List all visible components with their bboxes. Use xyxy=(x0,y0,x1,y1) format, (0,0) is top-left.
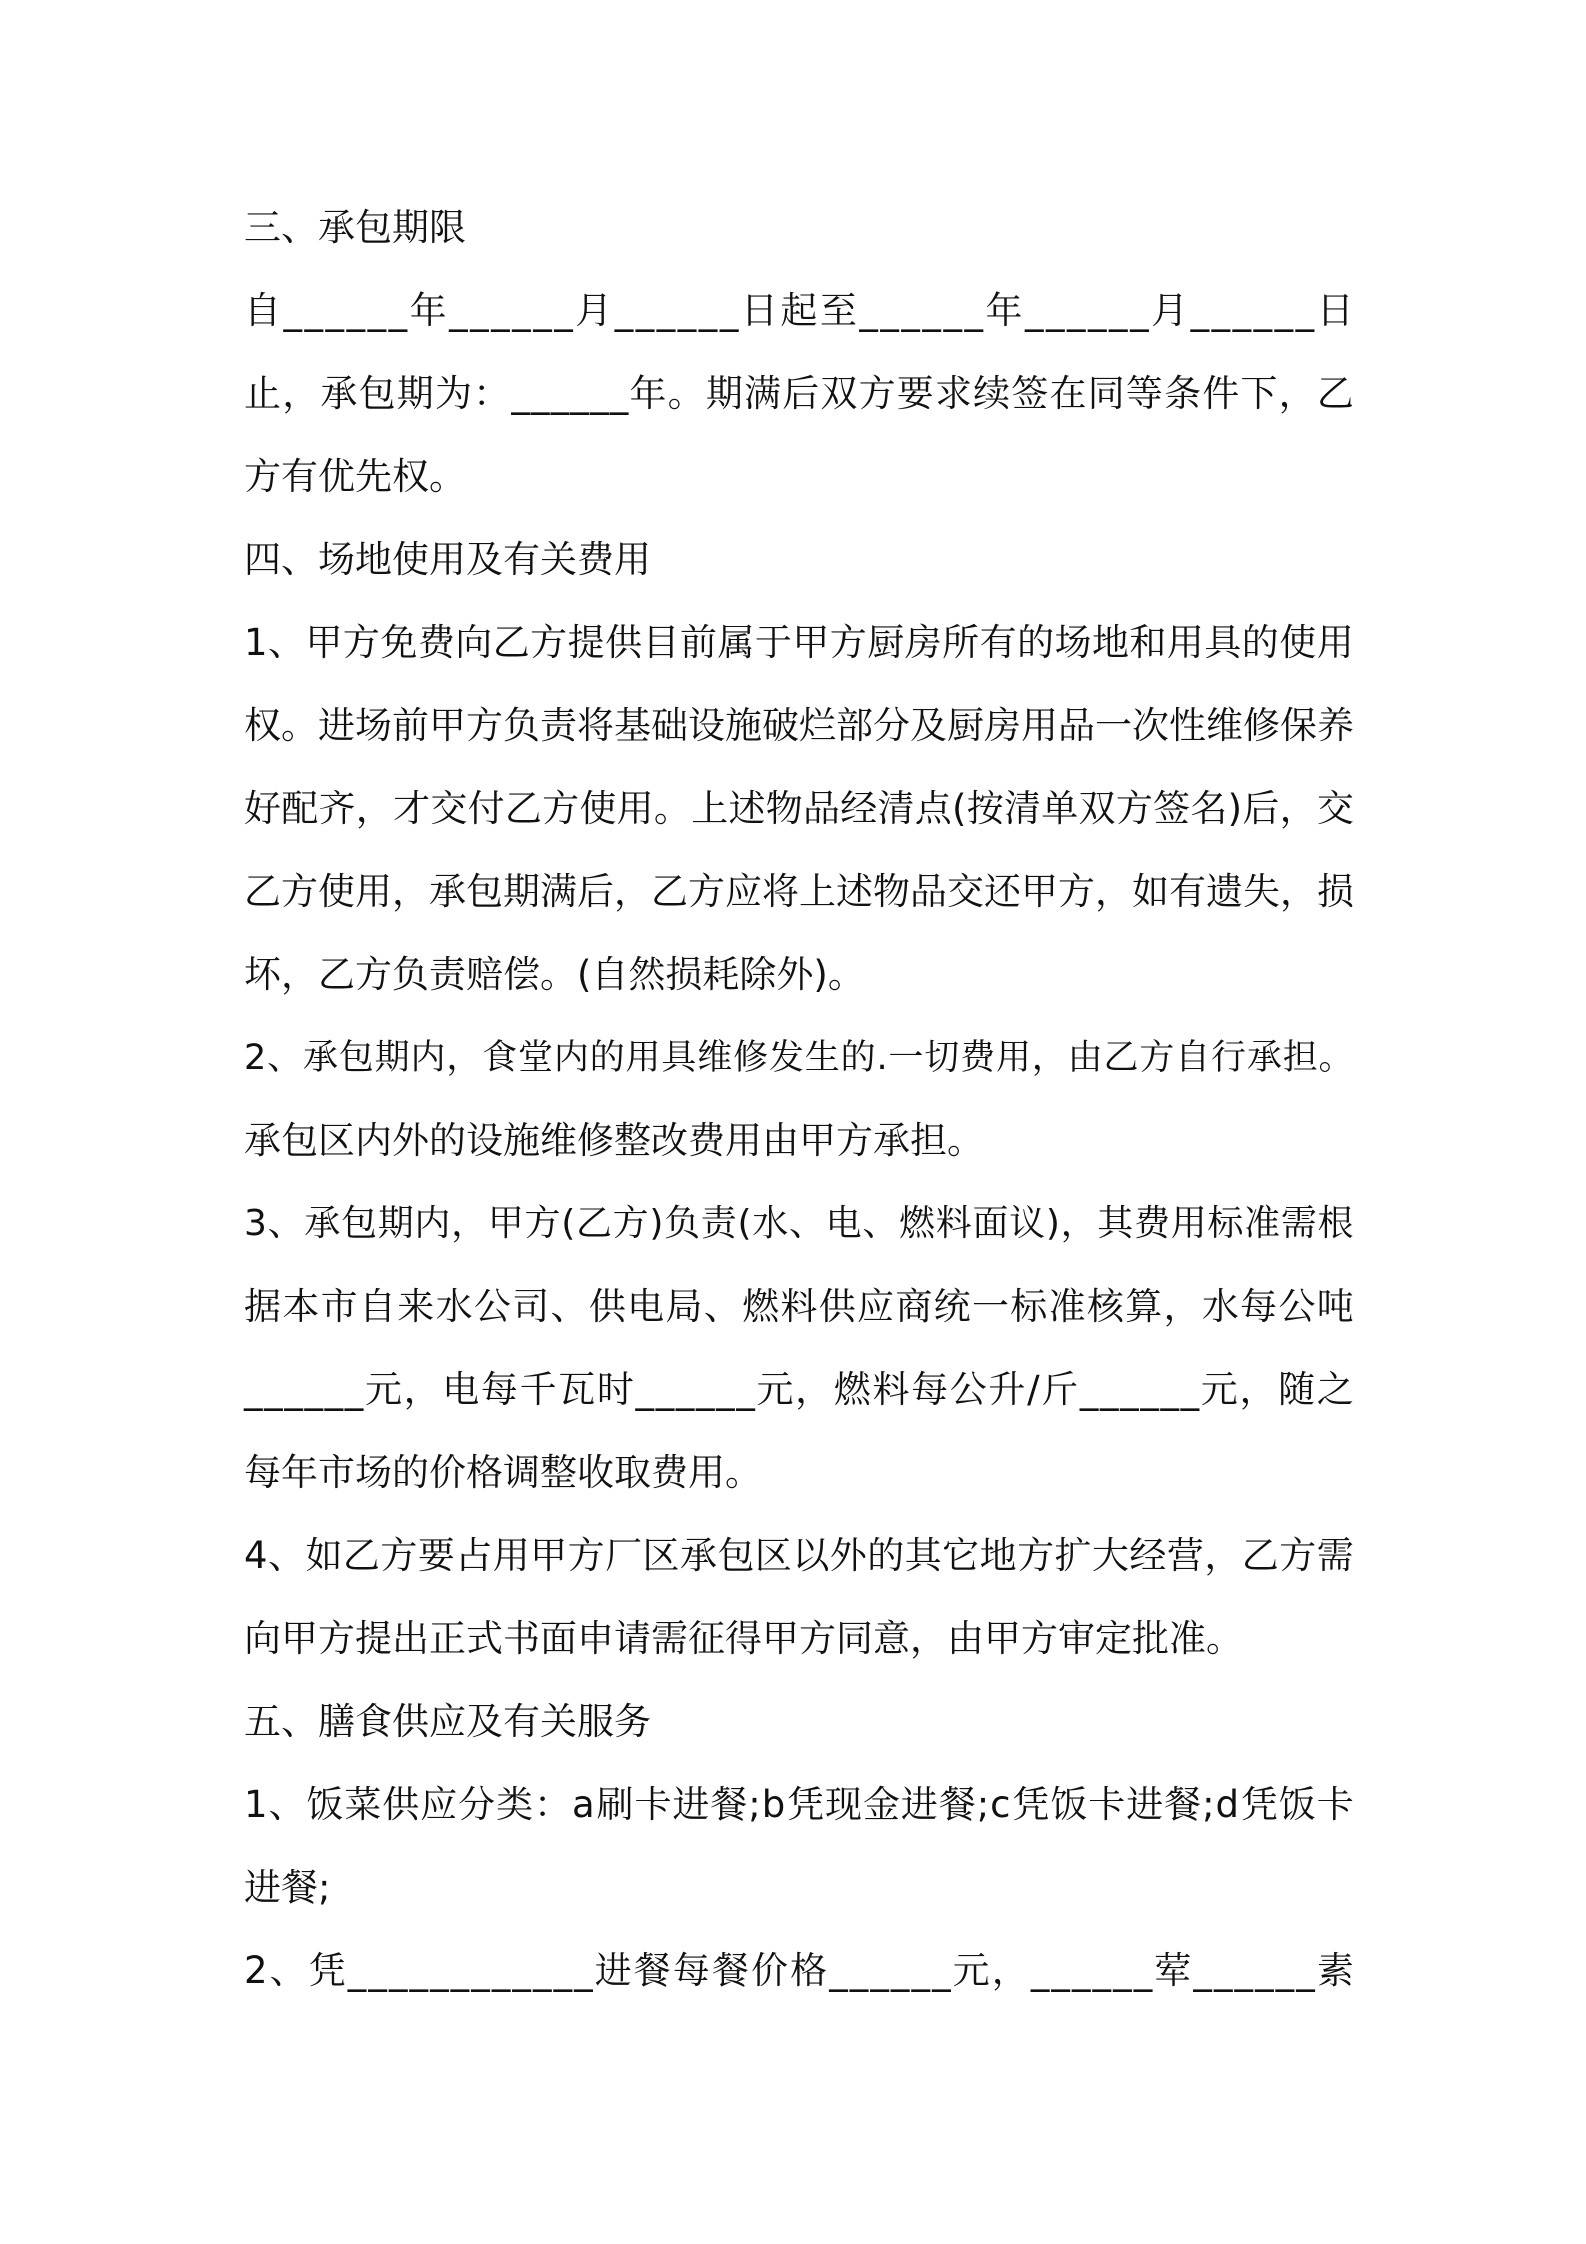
paragraph-line: 止 ， 承 包 期 为 ： _ _ _ _ _ _ 年 。 期 满 后 双 方 要 求 续 签 在 同 等 条 件 下 ， 乙 xyxy=(244,372,1354,415)
paragraph-line: 1 、 饭 菜 供 应 分 类 ： a 刷 卡 进 餐 ; b 凭 现 金 进 餐 ; c 凭 饭 卡 进 餐 ; d 凭 饭 卡 xyxy=(244,1783,1354,1826)
paragraph-line: 据 本 市 自 来 水 公 司 、 供 电 局 、 燃 料 供 应 商 统 一 标 准 核 算 ， 水 每 公 吨 xyxy=(244,1285,1354,1328)
heading-site-usage: 四、场地使用及有关费用 xyxy=(244,538,651,581)
paragraph-line: _ _ _ _ _ _ 元 ， 电 每 千 瓦 时 _ _ _ _ _ _ 元 ， 燃 料 每 公 升 / 斤 _ _ _ _ _ _ 元 ， 随 之 xyxy=(244,1368,1354,1411)
paragraph-line: 乙 方 使 用 ， 承 包 期 满 后 ， 乙 方 应 将 上 述 物 品 交 还 甲 方 ， 如 有 遗 失 ， 损 xyxy=(244,870,1354,913)
heading-term: 三、承包期限 xyxy=(244,206,466,249)
paragraph-line: 自 _ _ _ _ _ _ 年 _ _ _ _ _ _ 月 _ _ _ _ _ _ 日 起 至 _ _ _ _ _ _ 年 _ _ _ _ _ _ 月 _ _ _ _ _ _ 日 xyxy=(244,289,1354,332)
paragraph-line: 2 、 承 包 期 内 ， 食 堂 内 的 用 具 维 修 发 生 的 . 一 切 费 用 ， 由 乙 方 自 行 承 担 。 xyxy=(244,1038,1354,1078)
paragraph-line: 2 、 凭 _ _ _ _ _ _ _ _ _ _ _ _ 进 餐 每 餐 价 格 _ _ _ _ _ _ 元 ， _ _ _ _ _ _ 荤 _ _ _ _ _ _ 素 xyxy=(244,1949,1354,1992)
paragraph-line: 向甲方提出正式书面申请需征得甲方同意，由甲方审定批准。 xyxy=(244,1617,1243,1660)
heading-meal-supply: 五、膳食供应及有关服务 xyxy=(244,1700,651,1743)
paragraph-line: 好 配 齐 ， 才 交 付 乙 方 使 用 。 上 述 物 品 经 清 点 ( 按 清 单 双 方 签 名 ) 后 ， 交 xyxy=(244,787,1354,830)
paragraph-line: 每年市场的价格调整收取费用。 xyxy=(244,1451,762,1494)
paragraph-line: 进餐; xyxy=(244,1866,331,1909)
paragraph-line: 方有优先权。 xyxy=(244,455,466,498)
paragraph-line: 4 、 如 乙 方 要 占 用 甲 方 厂 区 承 包 区 以 外 的 其 它 地 方 扩 大 经 营 ， 乙 方 需 xyxy=(244,1534,1354,1577)
paragraph-line: 1 、 甲 方 免 费 向 乙 方 提 供 目 前 属 于 甲 方 厨 房 所 有 的 场 地 和 用 具 的 使 用 xyxy=(244,621,1354,664)
paragraph-line: 承包区内外的设施维修整改费用由甲方承担。 xyxy=(244,1119,984,1162)
paragraph-line: 权 。 进 场 前 甲 方 负 责 将 基 础 设 施 破 烂 部 分 及 厨 房 用 品 一 次 性 维 修 保 养 xyxy=(244,704,1354,747)
paragraph-line: 坏，乙方负责赔偿。(自然损耗除外)。 xyxy=(244,953,865,996)
paragraph-line: 3 、 承 包 期 内 ， 甲 方 ( 乙 方 ) 负 责 ( 水 、 电 、 燃 料 面 议 ) ， 其 费 用 标 准 需 根 xyxy=(244,1203,1354,1244)
